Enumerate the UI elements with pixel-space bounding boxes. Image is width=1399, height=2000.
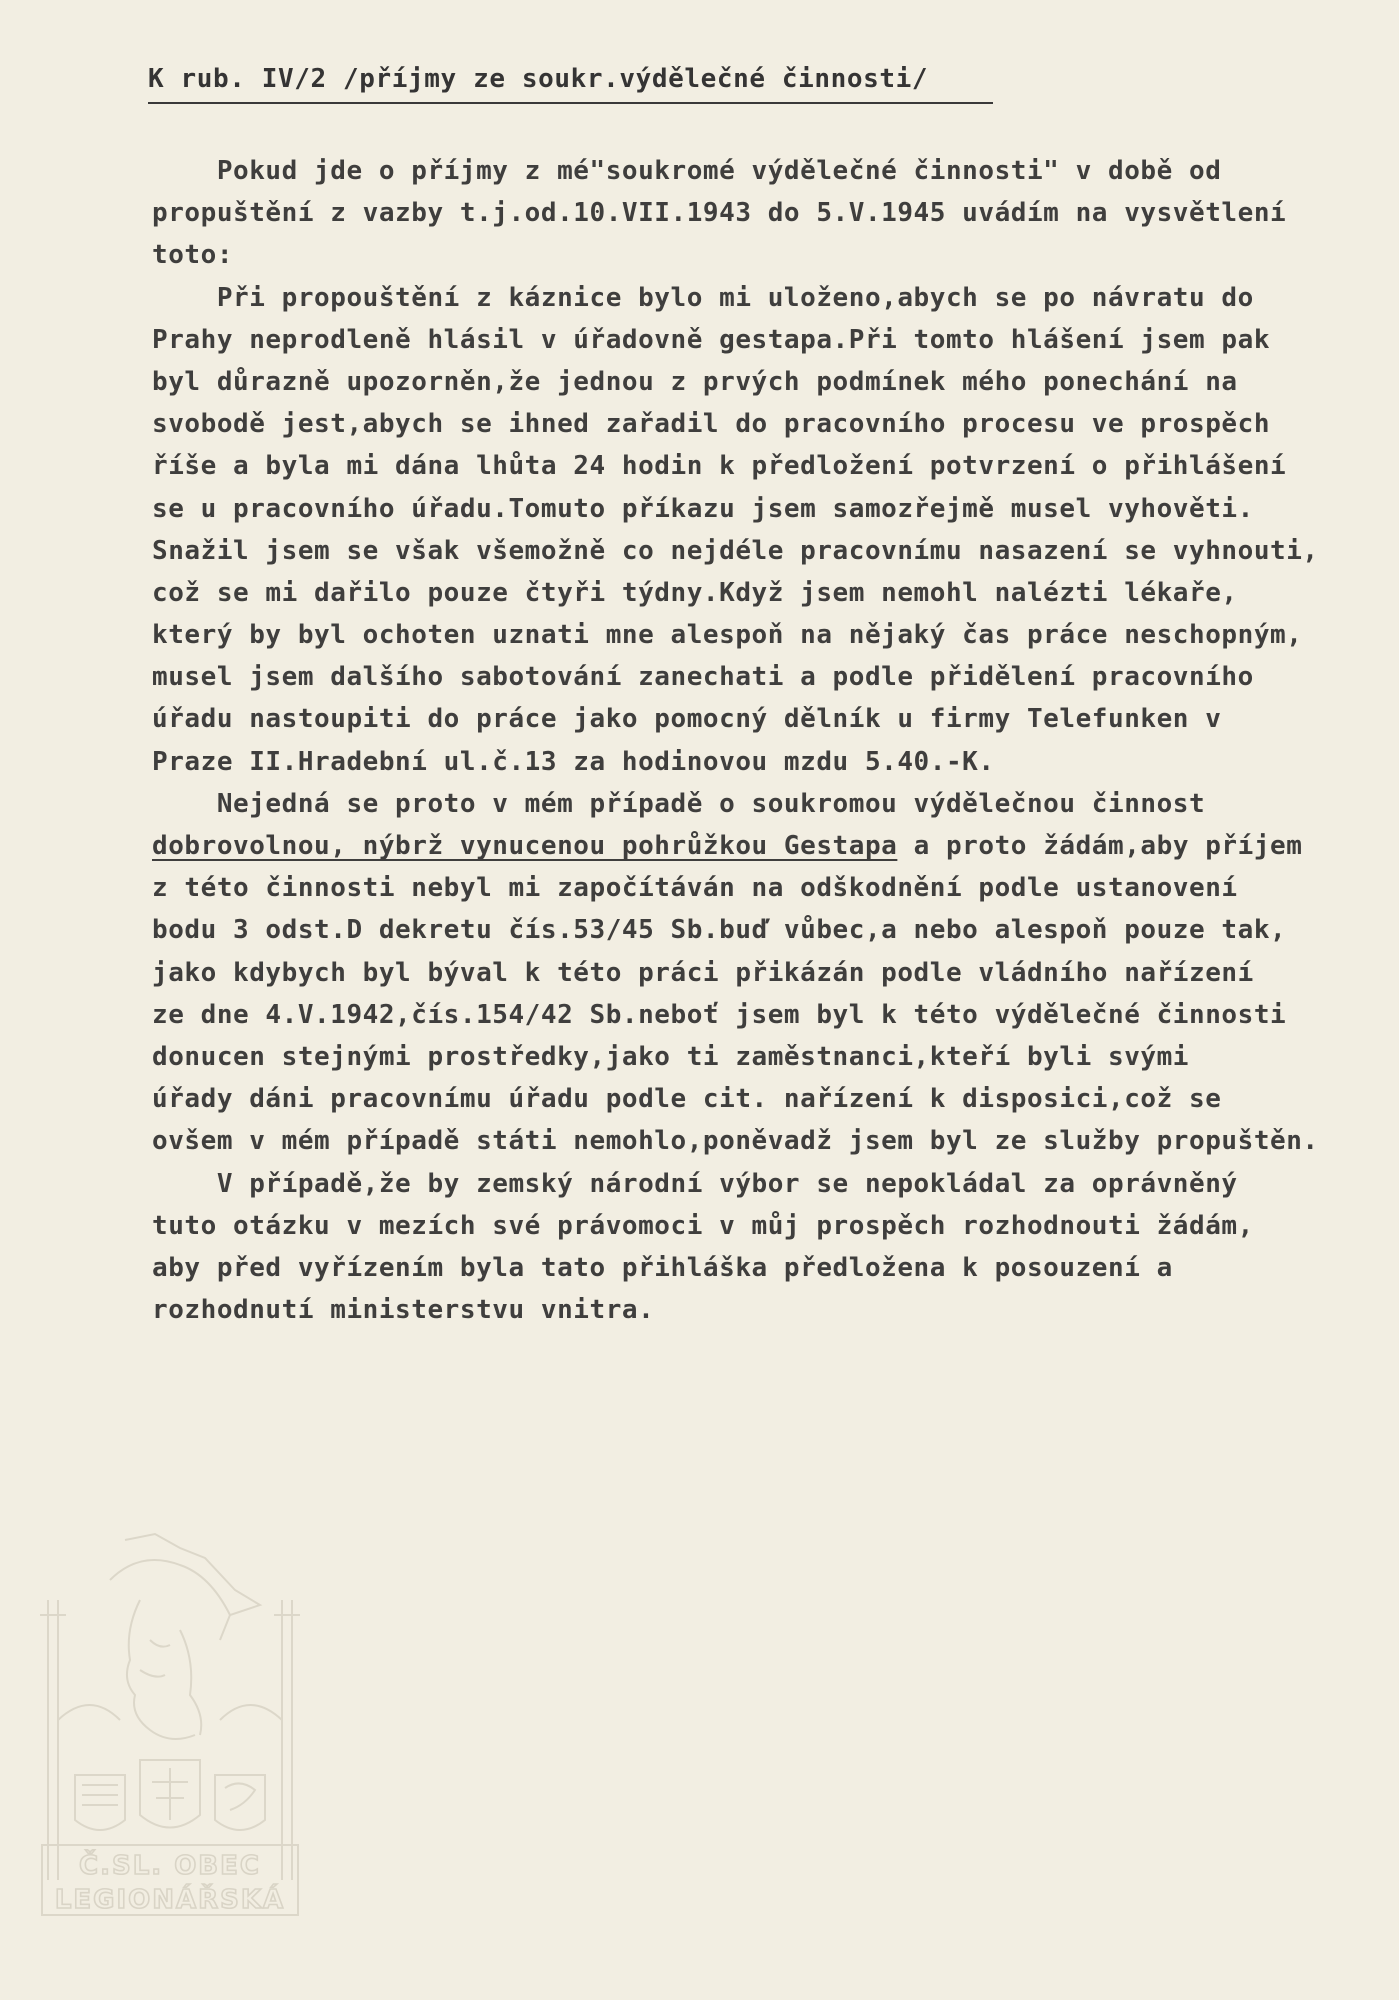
text-line-underlined	[152, 825, 1392, 867]
text-line: propuštění z vazby t.j.od.10.VII.1943 do 5.V.1945 uvádím na vysvětlení	[152, 198, 1287, 229]
text-line: Praze II.Hradební ul.č.13 za hodinovou mzdu 5.40.-K.	[152, 746, 995, 777]
text-line: Prahy neprodleně hlásil v úřadovně gestapa.Při tomto hlášení jsem pak	[152, 324, 1271, 355]
underlined-phrase: dobrovolnou, nýbrž vynucenou pohrůžkou Gestapa	[152, 831, 898, 861]
heading-underline	[148, 102, 993, 104]
document-body	[152, 150, 1392, 1331]
text-line: úřady dáni pracovnímu úřadu podle cit. nařízení k disposici,což se	[152, 1084, 1222, 1115]
text-line: Nejedná se proto v mém případě o soukromou výdělečnou činnost	[152, 788, 1206, 819]
text-line: z této činnosti nebyl mi započítáván na odškodnění podle ustanovení	[152, 873, 1238, 904]
text-line: ze dne 4.V.1942,čís.154/42 Sb.neboť jsem byl k této výdělečné činnosti	[152, 999, 1287, 1030]
text-line: se u pracovního úřadu.Tomuto příkazu jsem samozřejmě musel vyhověti.	[152, 493, 1254, 524]
text-line: svobodě jest,abych se ihned zařadil do pracovního procesu ve prospěch	[152, 409, 1271, 440]
text-line: bodu 3 odst.D dekretu čís.53/45 Sb.buď vůbec,a nebo alespoň pouze tak,	[152, 915, 1287, 946]
watermark-line1: Č.SL. OBEC	[79, 1851, 261, 1881]
text-line: ovšem v mém případě státi nemohlo,poněvadž jsem byl ze služby propuštěn.	[152, 1126, 1319, 1157]
text-line: byl důrazně upozorněn,že jednou z prvých podmínek mého ponechání na	[152, 366, 1238, 397]
text-line: toto:	[152, 240, 234, 271]
text-line: Při propouštění z káznice bylo mi uloženo,abych se po návratu do	[152, 282, 1254, 313]
text-line: Snažil jsem se však všemožně co nejdéle pracovnímu nasazení se vyhnouti,	[152, 535, 1319, 566]
document-heading: K rub. IV/2 /příjmy ze soukr.výdělečné činnosti/	[148, 64, 929, 94]
watermark-seal	[30, 1520, 310, 1920]
text-line: který by byl ochoten uznati mne alespoň na nějaký čas práce neschopným,	[152, 620, 1303, 651]
text-line: aby před vyřízením byla tato přihláška předložena k posouzení a	[152, 1252, 1173, 1283]
text-line: V případě,že by zemský národní výbor se nepokládal za oprávněný	[152, 1168, 1238, 1199]
text-line: musel jsem dalšího sabotování zanechati a podle přidělení pracovního	[152, 662, 1254, 693]
text-line: rozhodnutí ministerstvu vnitra.	[152, 1295, 655, 1326]
watermark-line2: LEGIONÁŘSKÁ	[54, 1885, 286, 1915]
text-line: Pokud jde o příjmy z mé"soukromé výdělečné činnosti" v době od	[152, 156, 1222, 186]
legionnaire-emblem-icon	[30, 1520, 310, 1920]
text-line: říše a byla mi dána lhůta 24 hodin k předložení potvrzení o přihlášení	[152, 451, 1287, 482]
heading-block	[148, 62, 998, 104]
text-line: což se mi dařilo pouze čtyři týdny.Když jsem nemohl nalézti lékaře,	[152, 577, 1238, 608]
text-line: donucen stejnými prostředky,jako ti zaměstnanci,kteří byli svými	[152, 1041, 1190, 1072]
text-line: jako kdybych byl býval k této práci přikázán podle vládního nařízení	[152, 957, 1254, 988]
text-line-rest: a proto žádám,aby příjem	[897, 831, 1303, 861]
text-line: úřadu nastoupiti do práce jako pomocný dělník u firmy Telefunken v	[152, 704, 1222, 735]
text-line: tuto otázku v mezích své právomoci v můj prospěch rozhodnouti žádám,	[152, 1210, 1254, 1241]
